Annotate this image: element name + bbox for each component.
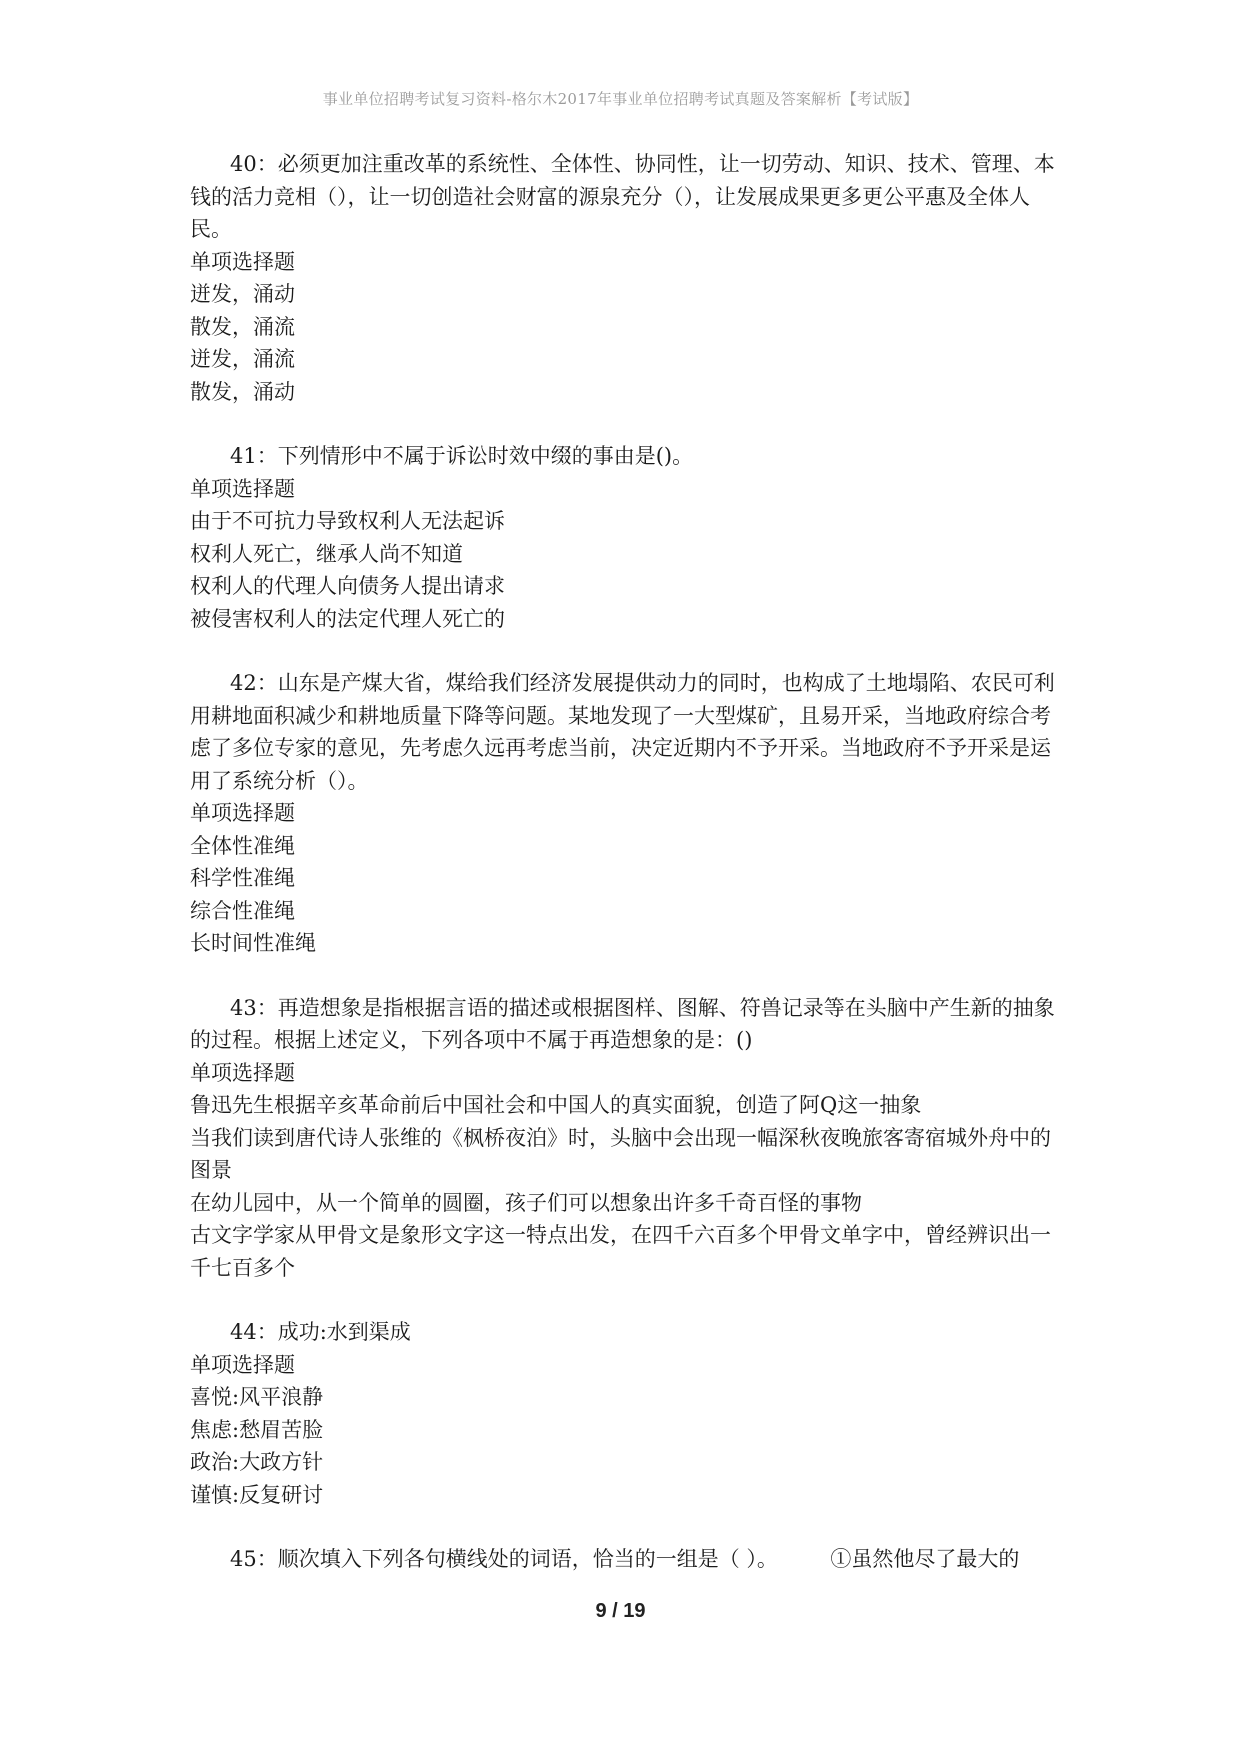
question-type: 单项选择题: [190, 801, 295, 825]
option-a: 由于不可抗力导致权利人无法起诉: [190, 509, 505, 533]
option-a: 全体性准绳: [190, 833, 295, 858]
question-stem: 45：顺次填入下列各句横线处的词语，恰当的一组是（ ）。 ①虽然他尽了最大的: [230, 1547, 1020, 1571]
option-d: 散发，涌动: [190, 379, 295, 404]
option-d: 长时间性准绳: [190, 931, 316, 955]
question-stem: 40：必须更加注重改革的系统性、全体性、协同性，让一切劳动、知识、技术、管理、本钱的活力竞相（），让一切创造社会财富的源泉充分（），让发展成果更多更公平惠及全体人民。: [190, 152, 1055, 241]
question-45: [190, 1543, 1070, 1576]
question-40: [190, 148, 1070, 408]
option-b: 当我们读到唐代诗人张维的《枫桥夜泊》时，头脑中会出现一幅深秋夜晚旅客寄宿城外舟中的图景: [190, 1125, 1051, 1182]
document-body: [190, 148, 1070, 1608]
option-c: 迸发，涌流: [190, 347, 295, 371]
page-number: 9 / 19: [595, 1600, 646, 1622]
option-b: 散发，涌流: [190, 314, 295, 339]
option-d: 谨慎:反复研讨: [190, 1482, 324, 1507]
question-43: [190, 992, 1070, 1285]
option-b: 权利人死亡，继承人尚不知道: [190, 541, 463, 566]
option-b: 科学性准绳: [190, 866, 295, 890]
question-stem: 42：山东是产煤大省，煤给我们经济发展提供动力的同时，也构成了土地塌陷、农民可利用耕地面积减少和耕地质量下降等问题。某地发现了一大型煤矿，且易开采，当地政府综合考虑了多位专家的意见，先考虑久远再考虑当前，决定近期内不予开采。当地政府不予开采是运用了系统分析（）。: [190, 671, 1055, 793]
option-c: 政治:大政方针: [190, 1450, 324, 1474]
option-a: 鲁迅先生根据辛亥革命前后中国社会和中国人的真实面貌，创造了阿Q这一抽象: [190, 1093, 922, 1117]
option-a: 迸发，涌动: [190, 282, 295, 306]
option-c: 权利人的代理人向债务人提出请求: [190, 574, 505, 598]
question-stem: 43：再造想象是指根据言语的描述或根据图样、图解、符兽记录等在头脑中产生新的抽象的过程。根据上述定义，下列各项中不属于再造想象的是：(): [190, 995, 1055, 1052]
question-41: [190, 440, 1070, 635]
option-c: 综合性准绳: [190, 898, 295, 923]
option-a: 喜悦:风平浪静: [190, 1385, 324, 1409]
page-header: 事业单位招聘考试复习资料-格尔木2017年事业单位招聘考试真题及答案解析【考试版】: [322, 90, 919, 108]
question-44: [190, 1316, 1070, 1511]
option-d: 被侵害权利人的法定代理人死亡的: [190, 606, 505, 631]
question-type: 单项选择题: [190, 1352, 295, 1377]
option-b: 焦虑:愁眉苦脸: [190, 1417, 324, 1442]
question-42: [190, 667, 1070, 960]
question-stem: 44：成功:水到渠成: [230, 1320, 411, 1344]
question-type: 单项选择题: [190, 249, 295, 274]
question-stem: 41：下列情形中不属于诉讼时效中缀的事由是()。: [230, 444, 694, 468]
question-type: 单项选择题: [190, 1060, 295, 1085]
option-d: 古文字学家从甲骨文是象形文字这一特点出发，在四千六百多个甲骨文单字中，曾经辨识出一千七百多个: [190, 1223, 1051, 1280]
question-type: 单项选择题: [190, 476, 295, 501]
option-c: 在幼儿园中，从一个简单的圆圈，孩子们可以想象出许多千奇百怪的事物: [190, 1190, 862, 1215]
